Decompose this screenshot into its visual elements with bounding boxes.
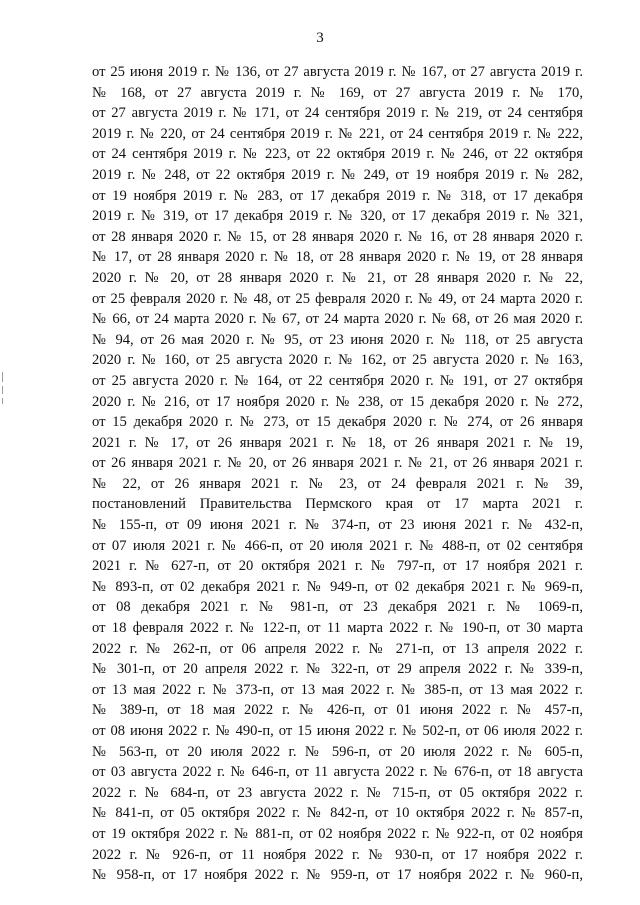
text-line: от 25 февраля 2020 г. № 48, от 25 февраля 2020 г. № 49, от 24 марта 2020 г. (92, 290, 583, 307)
text-line: от 25 июня 2019 г. № 136, от 27 августа 2019 г. № 167, от 27 августа 2019 г. (92, 64, 583, 80)
text-line: от 24 сентября 2019 г. № 223, от 22 октября 2019 г. № 246, от 22 октября (92, 146, 583, 163)
text-line: от 19 октября 2022 г. № 881-п, от 02 ноября 2022 г. № 922-п, от 02 ноября (92, 825, 583, 842)
text-line: № 893-п, от 02 декабря 2021 г. № 949-п, от 02 декабря 2021 г. № 969-п, (92, 578, 583, 595)
text-line: № 17, от 28 января 2020 г. № 18, от 28 января 2020 г. № 19, от 28 января (92, 249, 583, 266)
text-line: 2022 г. № 926-п, от 11 ноября 2022 г. № 930-п, от 17 ноября 2022 г. (92, 846, 583, 863)
text-line: от 03 августа 2022 г. № 646-п, от 11 августа 2022 г. № 676-п, от 18 августа (92, 764, 583, 781)
text-line: от 08 декабря 2021 г. № 981-п, от 23 декабря 2021 г. № 1069-п, (92, 599, 583, 616)
text-line: 2020 г. № 20, от 28 января 2020 г. № 21, от 28 января 2020 г. № 22, (92, 269, 583, 286)
text-line: № 958-п, от 17 ноября 2022 г. № 959-п, от 17 ноября 2022 г. № 960-п, (92, 867, 583, 884)
text-line: от 27 августа 2019 г. № 171, от 24 сентября 2019 г. № 219, от 24 сентября (92, 105, 583, 122)
text-line: 2021 г. № 627-п, от 20 октября 2021 г. № 797-п, от 17 ноября 2021 г. (92, 558, 583, 575)
text-line: № 94, от 26 мая 2020 г. № 95, от 23 июня 2020 г. № 118, от 25 августа (92, 331, 583, 348)
text-line: 2021 г. № 17, от 26 января 2021 г. № 18, от 26 января 2021 г. № 19, (92, 434, 583, 451)
text-line: № 168, от 27 августа 2019 г. № 169, от 27 августа 2019 г. № 170, (92, 84, 583, 101)
text-line: от 07 июля 2021 г. № 466-п, от 20 июля 2021 г. № 488-п, от 02 сентября (92, 537, 583, 554)
text-line: 2022 г. № 262-п, от 06 апреля 2022 г. № 271-п, от 13 апреля 2022 г. (92, 640, 583, 657)
text-line: № 66, от 24 марта 2020 г. № 67, от 24 марта 2020 г. № 68, от 26 мая 2020 г. (92, 311, 583, 328)
text-line: 2019 г. № 248, от 22 октября 2019 г. № 249, от 19 ноября 2019 г. № 282, (92, 166, 583, 183)
text-line: № 155-п, от 09 июня 2021 г. № 374-п, от 23 июня 2021 г. № 432-п, (92, 517, 583, 534)
text-line: № 389-п, от 18 мая 2022 г. № 426-п, от 01 июня 2022 г. № 457-п, (92, 702, 583, 719)
text-line: 2020 г. № 160, от 25 августа 2020 г. № 162, от 25 августа 2020 г. № 163, (92, 352, 583, 369)
page-number: 3 (316, 30, 324, 46)
document-body-text (92, 62, 583, 886)
scan-margin-mark (2, 372, 3, 382)
text-line: от 15 декабря 2020 г. № 273, от 15 декабря 2020 г. № 274, от 26 января (92, 414, 583, 431)
text-line: № 841-п, от 05 октября 2022 г. № 842-п, от 10 октября 2022 г. № 857-п, (92, 805, 583, 822)
scan-margin-mark (2, 386, 3, 394)
text-line: постановлений Правительства Пермского края от 17 марта 2021 г. (92, 496, 583, 513)
text-line: от 28 января 2020 г. № 15, от 28 января 2020 г. № 16, от 28 января 2020 г. (92, 228, 583, 245)
text-line: от 25 августа 2020 г. № 164, от 22 сентября 2020 г. № 191, от 27 октября (92, 372, 583, 389)
text-line: 2022 г. № 684-п, от 23 августа 2022 г. № 715-п, от 05 октября 2022 г. (92, 784, 583, 801)
text-line: от 08 июня 2022 г. № 490-п, от 15 июня 2022 г. № 502-п, от 06 июля 2022 г. (92, 723, 583, 739)
text-line: 2020 г. № 216, от 17 ноября 2020 г. № 238, от 15 декабря 2020 г. № 272, (92, 393, 583, 410)
text-line: № 301-п, от 20 апреля 2022 г. № 322-п, от 29 апреля 2022 г. № 339-п, (92, 661, 583, 678)
text-line: от 13 мая 2022 г. № 373-п, от 13 мая 2022 г. № 385-п, от 13 мая 2022 г. (92, 681, 583, 698)
text-line: от 19 ноября 2019 г. № 283, от 17 декабря 2019 г. № 318, от 17 декабря (92, 187, 583, 204)
text-line: от 18 февраля 2022 г. № 122-п, от 11 марта 2022 г. № 190-п, от 30 марта (92, 620, 583, 637)
text-line: 2019 г. № 220, от 24 сентября 2019 г. № 221, от 24 сентября 2019 г. № 222, (92, 125, 583, 142)
text-line: 2019 г. № 319, от 17 декабря 2019 г. № 320, от 17 декабря 2019 г. № 321, (92, 208, 583, 225)
text-line: № 563-п, от 20 июля 2022 г. № 596-п, от 20 июля 2022 г. № 605-п, (92, 743, 583, 760)
text-line: от 26 января 2021 г. № 20, от 26 января 2021 г. № 21, от 26 января 2021 г. (92, 455, 583, 472)
text-line: № 22, от 26 января 2021 г. № 23, от 24 февраля 2021 г. № 39, (92, 475, 583, 492)
scan-margin-mark (2, 398, 3, 404)
